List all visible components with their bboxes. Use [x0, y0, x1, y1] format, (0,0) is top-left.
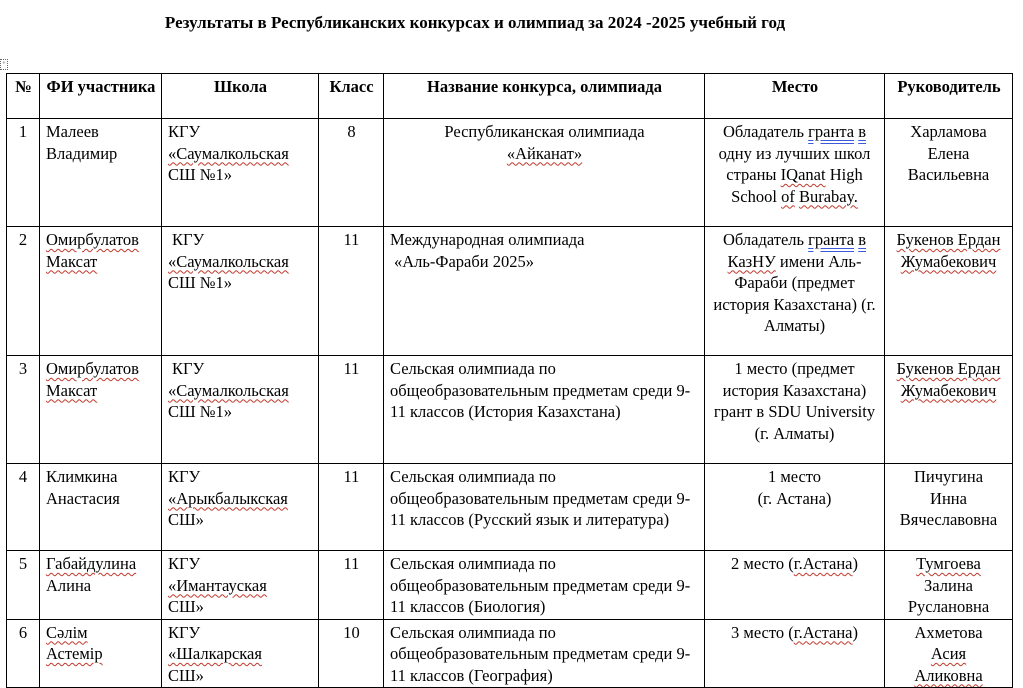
header-name: ФИ участника	[40, 74, 162, 119]
school-suffix: СШ №1»	[168, 273, 233, 292]
cell-contest: Сельская олимпиада по общеобразовательным предметам среди 9-11 классов (История Казахстана)	[384, 356, 705, 464]
leader-line: Елена	[927, 143, 970, 163]
cell-contest: Сельская олимпиада по общеобразовательным предметам среди 9-11 классов (Биология)	[384, 551, 705, 620]
leader-line: Асия	[930, 644, 967, 663]
header-leader: Руководитель	[885, 74, 1013, 119]
cell-grade: 11	[319, 227, 384, 356]
cell-place: 1 место (предмет история Казахстана) грант в SDU University (г. Алматы)	[705, 356, 885, 464]
place-text: )	[852, 554, 858, 573]
place-text: 1 место	[767, 467, 822, 486]
place-text: Burabay.	[798, 186, 858, 206]
place-text: (г. Астана)	[757, 488, 832, 508]
leader-line: Харламова	[910, 122, 987, 141]
school-suffix: СШ»	[168, 597, 204, 616]
place-text: 3 место (	[731, 622, 794, 642]
table-anchor-icon[interactable]: +	[0, 59, 8, 70]
cell-school	[162, 119, 319, 227]
name-given: Алина	[46, 575, 92, 595]
contest-line-2: «Аль-Фараби 2025»	[394, 251, 534, 271]
cell-school	[162, 464, 319, 551]
school-name: «Арыкбалыкская	[168, 488, 288, 508]
place-text: одну из лучших школ страны	[718, 143, 871, 184]
place-text: гранта	[808, 122, 855, 141]
cell-place	[705, 119, 885, 227]
place-text: High School	[731, 165, 863, 206]
place-text: КазНУ	[727, 251, 776, 271]
cell-school	[162, 551, 319, 620]
cell-grade: 11	[319, 551, 384, 620]
cell-leader	[885, 619, 1013, 688]
cell-leader	[885, 464, 1013, 551]
name-surname: Омирбулатов	[46, 230, 139, 249]
cell-leader	[885, 227, 1013, 356]
leader-line: Залина	[924, 575, 973, 595]
contest-line-1: Международная олимпиада	[390, 230, 585, 249]
header-num: №	[7, 74, 40, 119]
place-text: г.Астана	[793, 622, 853, 642]
cell-grade: 11	[319, 464, 384, 551]
school-suffix: СШ №1»	[168, 165, 233, 184]
cell-school	[162, 619, 319, 688]
table-header-row	[7, 74, 1013, 119]
cell-name	[40, 356, 162, 464]
leader-line: Букенов Ердан	[896, 359, 1001, 378]
header-grade: Класс	[319, 74, 384, 119]
place-text: Обладатель	[722, 122, 805, 141]
cell-place	[705, 464, 885, 551]
table-row	[7, 356, 1013, 464]
cell-num: 1	[7, 119, 40, 227]
name-surname: Сәлім	[46, 622, 88, 642]
place-text: )	[852, 622, 858, 642]
cell-grade: 8	[319, 119, 384, 227]
school-suffix: СШ №1»	[168, 402, 233, 421]
place-text: of	[781, 186, 795, 206]
leader-line: Руслановна	[907, 597, 990, 616]
school-name: «Имантауская	[168, 575, 267, 595]
cell-leader	[885, 551, 1013, 620]
header-school: Школа	[162, 74, 319, 119]
school-name: «Саумалкольская	[168, 251, 289, 271]
leader-line: Пичугина	[913, 467, 984, 486]
school-type: КГУ	[168, 622, 201, 642]
leader-line: Ахметова	[914, 622, 983, 642]
school-name: «Шалкарская	[168, 644, 262, 663]
cell-num: 6	[7, 619, 40, 688]
table-row	[7, 227, 1013, 356]
table-row	[7, 619, 1013, 688]
cell-name	[40, 619, 162, 688]
name-surname: Климкина	[46, 467, 118, 486]
cell-name	[40, 227, 162, 356]
name-given: Владимир	[46, 143, 118, 163]
name-given: Максат	[46, 251, 98, 271]
leader-line: Инна	[930, 488, 967, 508]
contest-line-2: «Айканат»	[506, 143, 583, 163]
cell-school	[162, 227, 319, 356]
place-text: 2 место (	[731, 554, 794, 573]
cell-num: 4	[7, 464, 40, 551]
school-suffix: СШ»	[168, 665, 204, 685]
cell-num: 3	[7, 356, 40, 464]
cell-name	[40, 551, 162, 620]
place-text: г.Астана	[793, 554, 853, 573]
cell-place	[705, 619, 885, 688]
place-text: в	[858, 122, 866, 141]
place-text: IQanat	[780, 165, 826, 184]
school-name: «Саумалкольская	[168, 143, 289, 163]
cell-leader	[885, 356, 1013, 464]
school-name: «Саумалкольская	[168, 380, 289, 400]
place-text: Обладатель	[722, 230, 805, 249]
table-row	[7, 119, 1013, 227]
cell-school	[162, 356, 319, 464]
leader-line: Вячеславовна	[899, 510, 998, 529]
place-text: в	[858, 230, 866, 249]
leader-line: Букенов Ердан	[896, 230, 1001, 249]
results-table	[6, 73, 1013, 688]
leader-line: Жумабекович	[900, 380, 997, 400]
school-type: КГУ	[172, 359, 205, 378]
contest-line-1: Республиканская олимпиада	[444, 122, 645, 141]
cell-num: 5	[7, 551, 40, 620]
place-text: гранта	[808, 230, 855, 249]
cell-name	[40, 464, 162, 551]
name-given: Максат	[46, 380, 98, 400]
place-text: имени Аль-Фараби (предмет история Казахстана) (г. Алматы)	[713, 251, 876, 335]
cell-contest: Сельская олимпиада по общеобразовательным предметам среди 9-11 классов (География)	[384, 619, 705, 688]
leader-line: Жумабекович	[900, 251, 997, 271]
cell-contest	[384, 119, 705, 227]
school-type: КГУ	[168, 554, 201, 573]
name-surname: Омирбулатов	[46, 359, 139, 378]
page-title: Результаты в Республиканских конкурсах и олимпиад за 2024 -2025 учебный год	[164, 13, 786, 32]
school-type: КГУ	[168, 122, 201, 141]
name-surname: Малеев	[46, 122, 99, 141]
leader-line: Тумгоева	[916, 554, 981, 573]
school-type: КГУ	[172, 230, 205, 249]
cell-grade: 10	[319, 619, 384, 688]
school-type: КГУ	[168, 467, 201, 486]
school-suffix: СШ»	[168, 510, 204, 529]
cell-grade: 11	[319, 356, 384, 464]
cell-contest: Сельская олимпиада по общеобразовательным предметам среди 9-11 классов (Русский язык и литература)	[384, 464, 705, 551]
cell-contest	[384, 227, 705, 356]
cell-place	[705, 227, 885, 356]
cell-num: 2	[7, 227, 40, 356]
cell-place	[705, 551, 885, 620]
table-row	[7, 551, 1013, 620]
header-place: Место	[705, 74, 885, 119]
name-surname: Габайдулина	[46, 554, 137, 573]
name-given: Анастасия	[46, 488, 120, 508]
header-contest: Название конкурса, олимпиада	[384, 74, 705, 119]
cell-name	[40, 119, 162, 227]
leader-line: Аликовна	[914, 665, 983, 685]
table-row	[7, 464, 1013, 551]
leader-line: Васильевна	[907, 165, 990, 184]
name-given: Астемір	[46, 644, 103, 663]
cell-leader	[885, 119, 1013, 227]
